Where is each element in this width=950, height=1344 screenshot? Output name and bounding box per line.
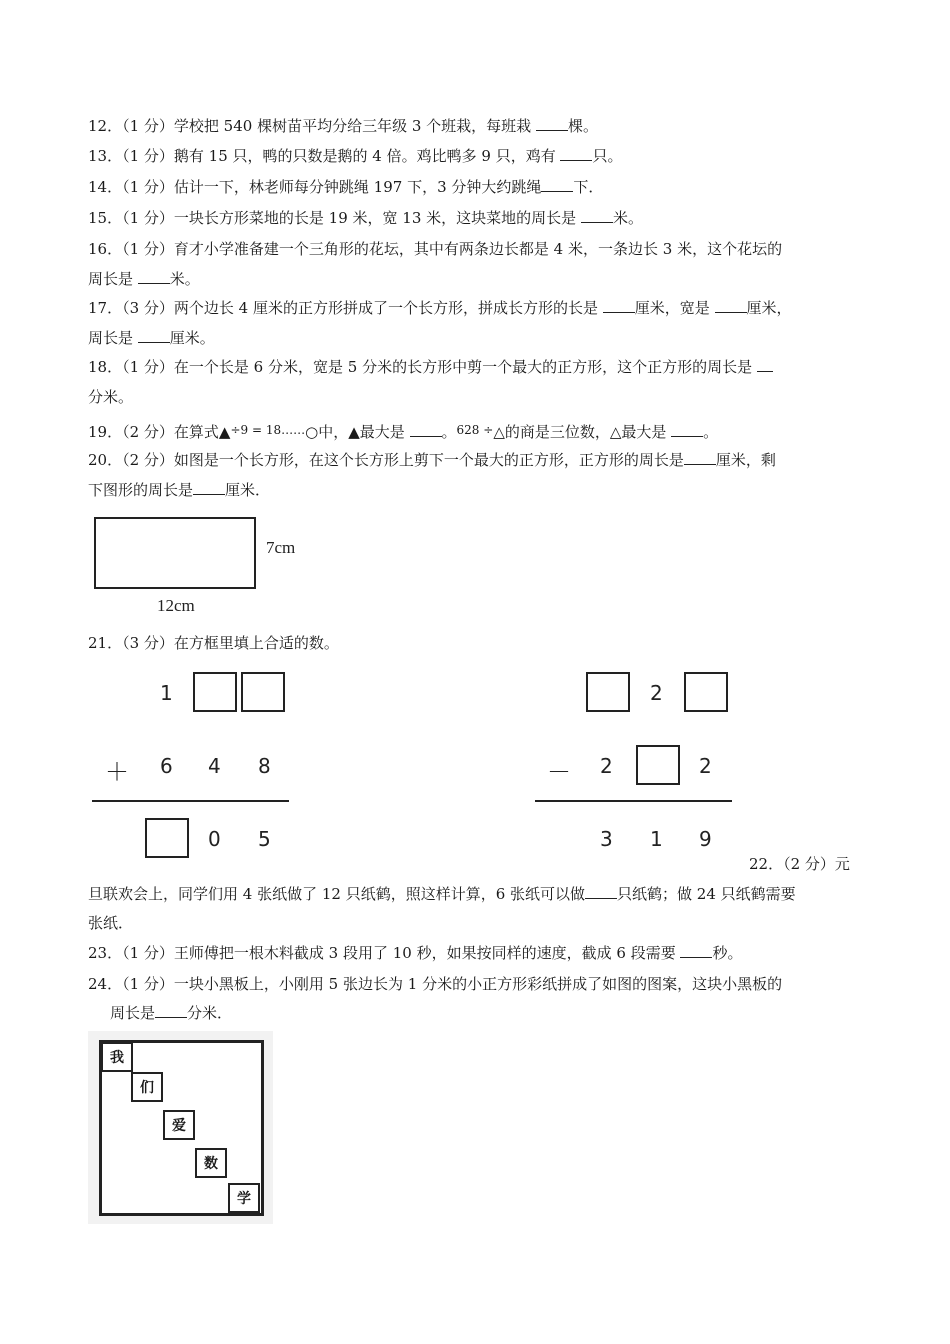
sub-mid-digit: 2 bbox=[600, 754, 613, 778]
question-24-line2 bbox=[110, 1003, 232, 1023]
answer-blank[interactable] bbox=[155, 1003, 187, 1018]
q-text: 厘米，宽是 bbox=[634, 299, 715, 317]
answer-blank[interactable] bbox=[193, 480, 225, 495]
q-tail: 厘米。 bbox=[169, 329, 215, 347]
q-score: （1 分） bbox=[122, 178, 174, 196]
question-16-line2 bbox=[88, 269, 200, 289]
question-20 bbox=[88, 450, 776, 470]
q-tail: 分米． bbox=[187, 1004, 233, 1022]
formula: 628 ÷ bbox=[456, 423, 494, 437]
answer-blank[interactable] bbox=[585, 884, 617, 899]
answer-blank[interactable] bbox=[603, 298, 635, 313]
q-tail: 米。 bbox=[612, 209, 643, 227]
blank-box[interactable] bbox=[241, 672, 285, 712]
q-text: △的商是三位数，△最大是 bbox=[493, 423, 672, 441]
q-text: 厘米， bbox=[746, 299, 792, 317]
q-num: 18． bbox=[88, 358, 123, 376]
q-score: （2 分） bbox=[122, 423, 174, 441]
q-text: ○中，▲最大是 bbox=[305, 423, 410, 441]
difference-line bbox=[535, 800, 732, 802]
answer-blank[interactable] bbox=[581, 208, 613, 223]
q-text: 只纸鹤；做 24 只纸鹤需要 bbox=[617, 885, 796, 903]
q-num: 12． bbox=[88, 117, 123, 135]
question-17-line2 bbox=[88, 328, 215, 348]
q-text: 学校把 540 棵树苗平均分给三年级 3 个班栽，每班栽 bbox=[173, 117, 536, 135]
blank-box[interactable] bbox=[586, 672, 630, 712]
blank-box[interactable] bbox=[145, 818, 189, 858]
minus-sign: － bbox=[547, 758, 571, 786]
q-tail: 米。 bbox=[169, 270, 200, 288]
question-18 bbox=[88, 357, 773, 377]
q-text: 一块长方形菜地的长是 19 米，宽 13 米，这块菜地的周长是 bbox=[173, 209, 581, 227]
answer-blank[interactable] bbox=[684, 450, 716, 465]
sub-res-digit: 3 bbox=[600, 827, 613, 851]
answer-blank[interactable] bbox=[410, 422, 442, 437]
rectangle-figure bbox=[94, 517, 256, 589]
q-score: （1 分） bbox=[122, 240, 174, 258]
q-text: 如图是一个长方形，在这个长方形上剪下一个最大的正方形，正方形的周长是 bbox=[173, 451, 684, 469]
q-num: 20． bbox=[88, 451, 123, 469]
q-text: 在方框里填上合适的数。 bbox=[173, 634, 339, 652]
question-13 bbox=[88, 146, 622, 166]
q-tail: 下． bbox=[573, 178, 604, 196]
answer-blank[interactable] bbox=[138, 328, 170, 343]
q-text: 。 bbox=[441, 423, 457, 441]
question-12 bbox=[88, 116, 598, 136]
answer-blank[interactable] bbox=[541, 177, 573, 192]
q-num: 24． bbox=[88, 975, 123, 993]
q-num: 17． bbox=[88, 299, 123, 317]
q-num: 19． bbox=[88, 423, 123, 441]
q-score: （1 分） bbox=[122, 117, 174, 135]
q-score: （1 分） bbox=[122, 209, 174, 227]
q-score: （3 分） bbox=[122, 299, 174, 317]
answer-blank[interactable] bbox=[680, 943, 712, 958]
sum-line bbox=[92, 800, 289, 802]
question-22-head: 22．（2 分）元 bbox=[749, 855, 850, 873]
q-score: （1 分） bbox=[122, 975, 174, 993]
q-text: 周长是 bbox=[88, 270, 138, 288]
question-14 bbox=[88, 177, 603, 197]
square-cell: 爱 bbox=[163, 1110, 195, 1140]
question-22-line3 bbox=[88, 913, 133, 933]
answer-blank[interactable] bbox=[757, 357, 773, 372]
q-text: 旦联欢会上，同学们用 4 张纸做了 12 只纸鹤，照这样计算，6 张纸可以做 bbox=[88, 885, 586, 903]
q-text: 在算式▲ bbox=[173, 423, 231, 441]
square-cell: 我 bbox=[101, 1042, 133, 1072]
q-text: 张纸． bbox=[88, 914, 134, 932]
blank-box[interactable] bbox=[636, 745, 680, 785]
answer-blank[interactable] bbox=[560, 146, 592, 161]
q-text: 下图形的周长是 bbox=[88, 481, 194, 499]
q-tail: 只。 bbox=[592, 147, 623, 165]
q-text: 育才小学准备建一个三角形的花坛，其中有两条边长都是 4 米，一条边长 3 米，这个花坛的 bbox=[173, 240, 783, 258]
q-score: （3 分） bbox=[122, 634, 174, 652]
blank-box[interactable] bbox=[193, 672, 237, 712]
answer-blank[interactable] bbox=[671, 422, 703, 437]
formula: ÷9 = 18…… bbox=[230, 423, 306, 437]
q-score: （2 分） bbox=[122, 451, 174, 469]
question-18-line2 bbox=[88, 387, 133, 407]
question-19 bbox=[88, 420, 718, 442]
question-23 bbox=[88, 943, 742, 963]
question-16 bbox=[88, 239, 782, 259]
width-label: 7cm bbox=[266, 538, 296, 557]
q-tail: 。 bbox=[703, 423, 719, 441]
blank-box[interactable] bbox=[684, 672, 728, 712]
answer-blank[interactable] bbox=[138, 269, 170, 284]
question-21 bbox=[88, 633, 339, 653]
plus-sign: ＋ bbox=[105, 758, 129, 786]
q-score: （1 分） bbox=[122, 944, 174, 962]
q-text: 一块小黑板上，小刚用 5 张边长为 1 分米的小正方形彩纸拼成了如图的图案，这块小黑板的 bbox=[173, 975, 783, 993]
q-num: 16． bbox=[88, 240, 123, 258]
square-cell: 们 bbox=[131, 1072, 163, 1102]
q-num: 23． bbox=[88, 944, 123, 962]
question-22 bbox=[88, 884, 796, 904]
q-tail: 秒。 bbox=[712, 944, 743, 962]
q-num: 15． bbox=[88, 209, 123, 227]
answer-blank[interactable] bbox=[536, 116, 568, 131]
q-text: 在一个长是 6 分米，宽是 5 分米的长方形中剪一个最大的正方形，这个正方形的周长是 bbox=[173, 358, 757, 376]
q-text: 鹅有 15 只，鸭的只数是鹅的 4 倍。鸡比鸭多 9 只，鸡有 bbox=[173, 147, 561, 165]
q-text: 周长是 bbox=[110, 1004, 156, 1022]
add-mid-digit: 8 bbox=[258, 754, 271, 778]
question-17 bbox=[88, 298, 792, 318]
question-20-line2 bbox=[88, 480, 270, 500]
q-text: 王师傅把一根木料截成 3 段用了 10 秒，如果按同样的速度，截成 6 段需要 bbox=[173, 944, 681, 962]
q-text: 估计一下，林老师每分钟跳绳 197 下，3 分钟大约跳绳 bbox=[173, 178, 542, 196]
q-text: 两个边长 4 厘米的正方形拼成了一个长方形，拼成长方形的长是 bbox=[173, 299, 603, 317]
q-tail: 棵。 bbox=[567, 117, 598, 135]
add-res-digit: 5 bbox=[258, 827, 271, 851]
q-text: 分米。 bbox=[88, 388, 134, 406]
add-mid-digit: 4 bbox=[208, 754, 221, 778]
q-score: （1 分） bbox=[122, 358, 174, 376]
question-15 bbox=[88, 208, 643, 228]
q-num: 14． bbox=[88, 178, 123, 196]
sub-res-digit: 1 bbox=[650, 827, 663, 851]
sub-res-digit: 9 bbox=[699, 827, 712, 851]
q-tail: 厘米． bbox=[225, 481, 271, 499]
square-cell: 数 bbox=[195, 1148, 227, 1178]
sub-top-digit: 2 bbox=[650, 681, 663, 705]
q-num: 13． bbox=[88, 147, 123, 165]
add-res-digit: 0 bbox=[208, 827, 221, 851]
q-score: （1 分） bbox=[122, 147, 174, 165]
add-top-digit: 1 bbox=[160, 681, 173, 705]
length-label: 12cm bbox=[157, 596, 195, 615]
square-cell: 学 bbox=[228, 1183, 260, 1213]
q-text: 周长是 bbox=[88, 329, 138, 347]
q-text: 厘米，剩 bbox=[715, 451, 776, 469]
sub-mid-digit: 2 bbox=[699, 754, 712, 778]
answer-blank[interactable] bbox=[715, 298, 747, 313]
question-24 bbox=[88, 974, 782, 994]
add-mid-digit: 6 bbox=[160, 754, 173, 778]
q-num: 21． bbox=[88, 634, 123, 652]
